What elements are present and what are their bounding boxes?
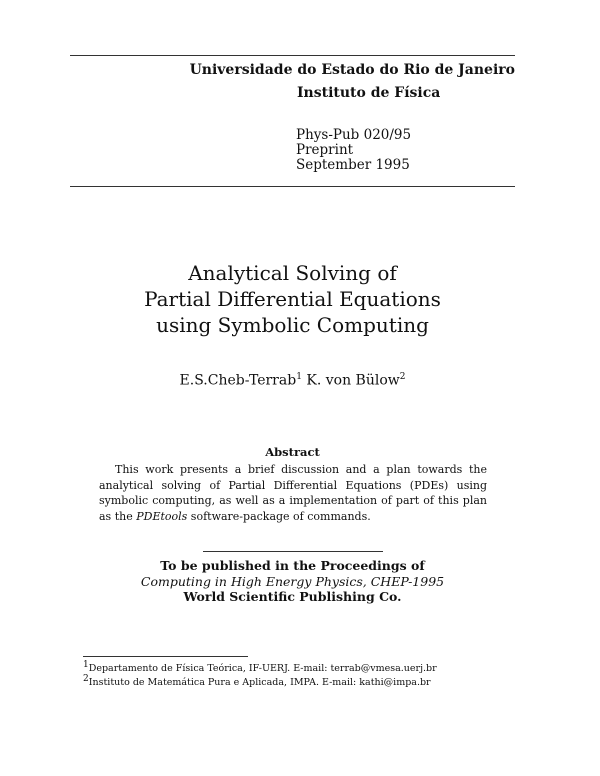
abstract-text-after: software-package of commands.	[187, 509, 371, 523]
pub-number: Phys-Pub 020/95	[296, 127, 412, 143]
pub-date: September 1995	[296, 157, 410, 173]
header-bottom-rule	[70, 186, 515, 187]
pub-type: Preprint	[296, 142, 354, 158]
footnote-rule	[83, 656, 248, 657]
footnote-1-text: Departamento de Física Teórica, IF-UERJ. E-mail: terrab@vmesa.uerj.br	[88, 663, 437, 675]
author-2: K. von Bülow	[306, 372, 400, 389]
footnote-1	[83, 660, 437, 674]
title-line-1: Analytical Solving of	[188, 261, 397, 285]
author-2-footnote-mark: 2	[399, 372, 406, 382]
author-1-footnote-mark: 1	[296, 372, 302, 382]
abstract-package-name: PDEtools	[136, 509, 188, 523]
title-line-2: Partial Differential Equations	[144, 287, 441, 311]
publication-line-1: To be published in the Proceedings of	[160, 558, 425, 573]
top-rule	[70, 55, 515, 56]
title-line-3: using Symbolic Computing	[156, 313, 429, 337]
abstract-text-before: This work presents a brief discussion and a plan towards the analytical solving of Partial Differential Equations (PDEs) using symbolic computing, as well as a implementation of part of this plan as the	[99, 463, 487, 523]
department-name: Instituto de Física	[297, 85, 441, 101]
author-1: E.S.Cheb-Terrab	[179, 372, 297, 389]
footnote-2	[83, 674, 431, 688]
publication-line-2: Computing in High Energy Physics, CHEP-1995	[140, 574, 445, 589]
publication-rule	[203, 551, 383, 552]
footnote-2-mark: 2	[83, 674, 89, 684]
abstract-body	[99, 462, 487, 524]
footnote-1-mark: 1	[83, 660, 89, 670]
paper-title	[0, 260, 585, 338]
author-list	[0, 372, 585, 389]
footnote-2-text: Instituto de Matemática Pura e Aplicada, IMPA. E-mail: kathi@impa.br	[88, 677, 431, 689]
abstract-heading: Abstract	[265, 445, 320, 459]
institution-name: Universidade do Estado do Rio de Janeiro	[189, 62, 515, 78]
publication-line-3: World Scientific Publishing Co.	[183, 589, 402, 604]
